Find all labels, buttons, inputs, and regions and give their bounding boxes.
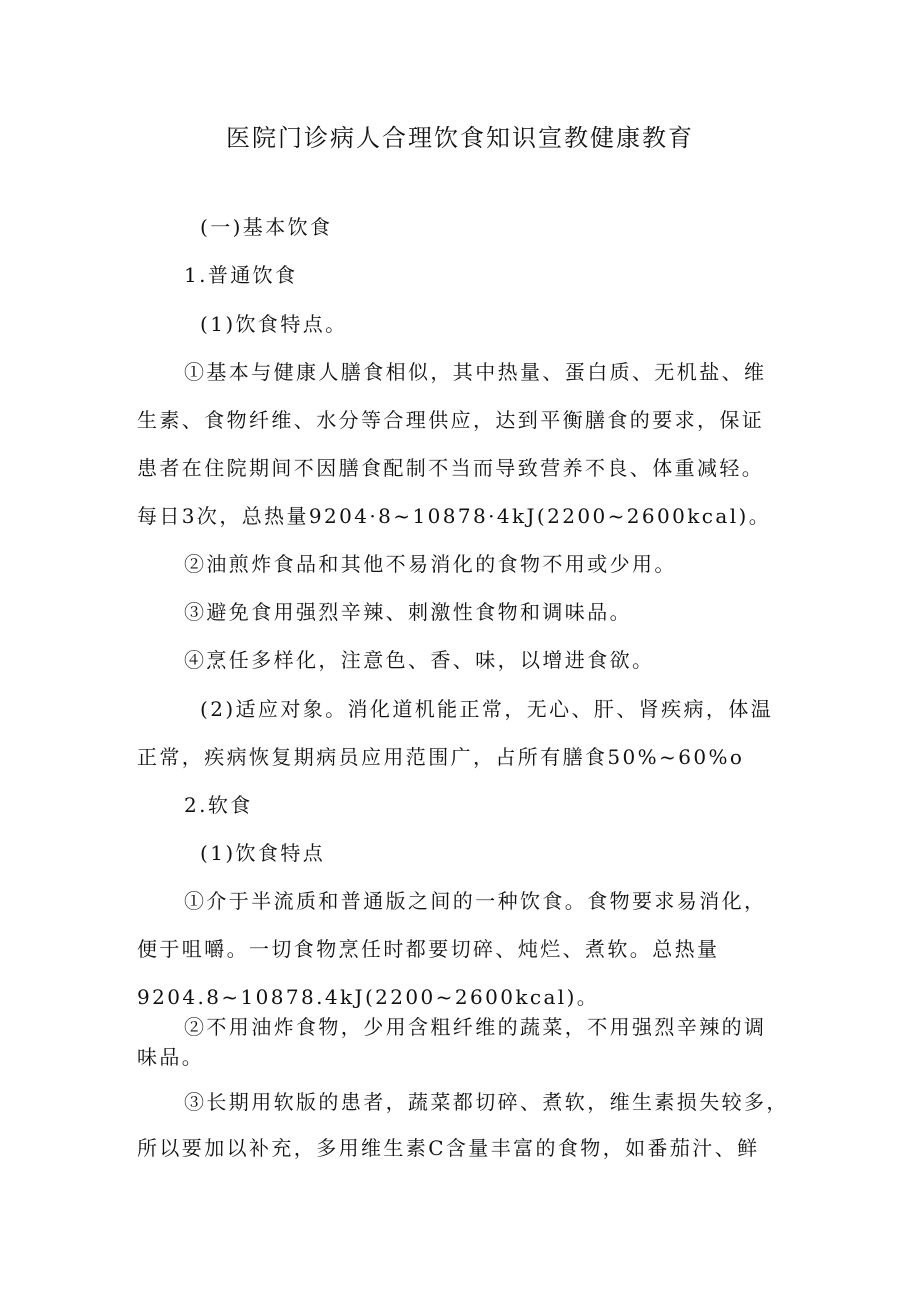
item-heading-diet-features: (1)饮食特点 — [200, 841, 326, 865]
paragraph-line: 每日3次，总热量9204·8~10878·4kJ(2200~2600kcal)。 — [137, 504, 772, 528]
paragraph-line: 便于咀嚼。一切食物烹任时都要切碎、炖烂、煮软。总热量 — [137, 937, 720, 961]
paragraph-line: ③长期用软版的患者，蔬菜都切碎、煮软，维生素损失较多， — [184, 1090, 789, 1114]
paragraph-line: ④烹任多样化，注意色、香、味，以增进食欲。 — [184, 648, 655, 672]
subsection-heading-soft-diet: 2.软食 — [184, 793, 253, 817]
paragraph-line: 生素、食物纤维、水分等合理供应，达到平衡膳食的要求，保证 — [137, 408, 765, 432]
paragraph-line: (2)适应对象。消化道机能正常，无心、肝、肾疾病，体温 — [200, 697, 774, 721]
paragraph-line: ②油煎炸食品和其他不易消化的食物不用或少用。 — [184, 552, 677, 576]
paragraph-line: 患者在住院期间不因膳食配制不当而导致营养不良、体重减轻。 — [137, 456, 765, 480]
paragraph-line: 所以要加以补充，多用维生素C含量丰富的食物，如番茄汁、鲜 — [137, 1136, 760, 1160]
paragraph-line: 正常，疾病恢复期病员应用范围广，占所有膳食50%~60%o — [137, 745, 745, 769]
paragraph-line: ①介于半流质和普通版之间的一种饮食。食物要求易消化， — [184, 889, 767, 913]
paragraph-line: 味品。 — [137, 1045, 205, 1069]
paragraph-line: ③避免食用强烈辛辣、刺激性食物和调味品。 — [184, 600, 632, 624]
document-title: 医院门诊病人合理饮食知识宣教健康教育 — [226, 124, 694, 152]
paragraph-line: ②不用油炸食物，少用含粗纤维的蔬菜，不用强烈辛辣的调 — [184, 1015, 767, 1039]
paragraph-line: ①基本与健康人膳食相似，其中热量、蛋白质、无机盐、维 — [184, 360, 767, 384]
section-heading-basic-diet: (一)基本饮食 — [200, 215, 333, 239]
paragraph-line: 9204.8~10878.4kJ(2200~2600kcal)。 — [137, 985, 600, 1009]
subsection-heading-regular-diet: 1.普通饮食 — [184, 263, 298, 287]
item-heading-diet-features: (1)饮食特点。 — [200, 312, 348, 336]
